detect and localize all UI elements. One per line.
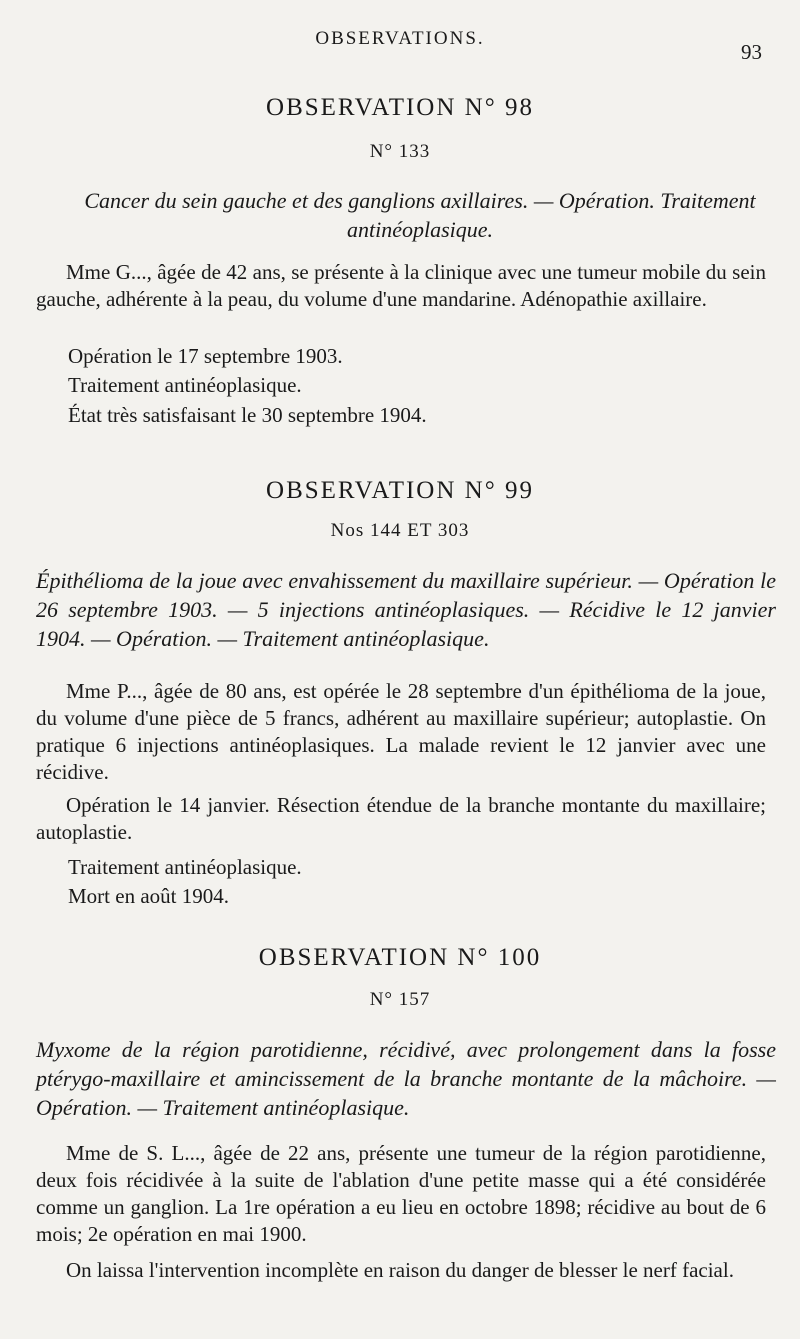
observation-100-number: N° 157 [369, 989, 431, 1010]
observation-98-line-1: Opération le 17 septembre 1903. [68, 344, 343, 368]
observation-98-line-2: Traitement antinéoplasique. [68, 373, 302, 397]
observation-98-abstract: Cancer du sein gauche et des ganglions axillaires. — Opération. Traitement antinéoplasique. [84, 188, 756, 242]
observation-98-paragraph: Mme G..., âgée de 42 ans, se présente à la clinique avec une tumeur mobile du sein gauche, adhérente à la peau, du volume d'une mandarine. Adénopathie axillaire. [36, 260, 766, 311]
observation-98-title: OBSERVATION N° 98 [266, 94, 534, 121]
observation-100-paragraph-2: On laissa l'intervention incomplète en raison du danger de blesser le nerf facial. [66, 1258, 734, 1282]
observation-99-number: Nos 144 ET 303 [330, 520, 470, 541]
observation-99-paragraph-2: Opération le 14 janvier. Résection étendue de la branche montante du maxillaire; autoplastie. [36, 793, 766, 844]
observation-99-abstract: Épithélioma de la joue avec envahissement du maxillaire supérieur. — Opération le 26 septembre 1903. — 5 injections antinéoplasiques. — Récidive le 12 janvier 1904. — Opération. — Traitement antinéoplasique. [36, 568, 776, 651]
observation-99-line-1: Traitement antinéoplasique. [68, 855, 302, 879]
observation-100-title: OBSERVATION N° 100 [258, 944, 542, 971]
running-head: OBSERVATIONS. [315, 28, 485, 49]
observation-98-line-3: État très satisfaisant le 30 septembre 1904. [68, 403, 427, 427]
observation-100-abstract: Myxome de la région parotidienne, récidivé, avec prolongement dans la fosse ptérygo-maxillaire et amincissement de la branche montante de la mâchoire. — Opération. — Traitement antinéoplasique. [36, 1037, 776, 1120]
observation-99-paragraph: Mme P..., âgée de 80 ans, est opérée le 28 septembre d'un épithélioma de la joue, du volume d'une pièce de 5 francs, adhérent au maxillaire supérieur; autoplastie. On pratique 6 injections antinéoplasiques. La malade revient le 12 janvier avec une récidive. [36, 679, 766, 784]
observation-100-paragraph: Mme de S. L..., âgée de 22 ans, présente une tumeur de la région parotidienne, deux fois récidivée à la suite de l'ablation d'une petite masse qui a été considérée comme un ganglion. La 1re opération a eu lieu en octobre 1898; récidive au bout de 6 mois; 2e opération en mai 1900. [36, 1141, 766, 1246]
observation-98-number: N° 133 [369, 141, 431, 162]
page-number: 93 [741, 40, 762, 64]
observation-99-line-2: Mort en août 1904. [68, 884, 229, 908]
observation-99-title: OBSERVATION N° 99 [266, 477, 534, 504]
